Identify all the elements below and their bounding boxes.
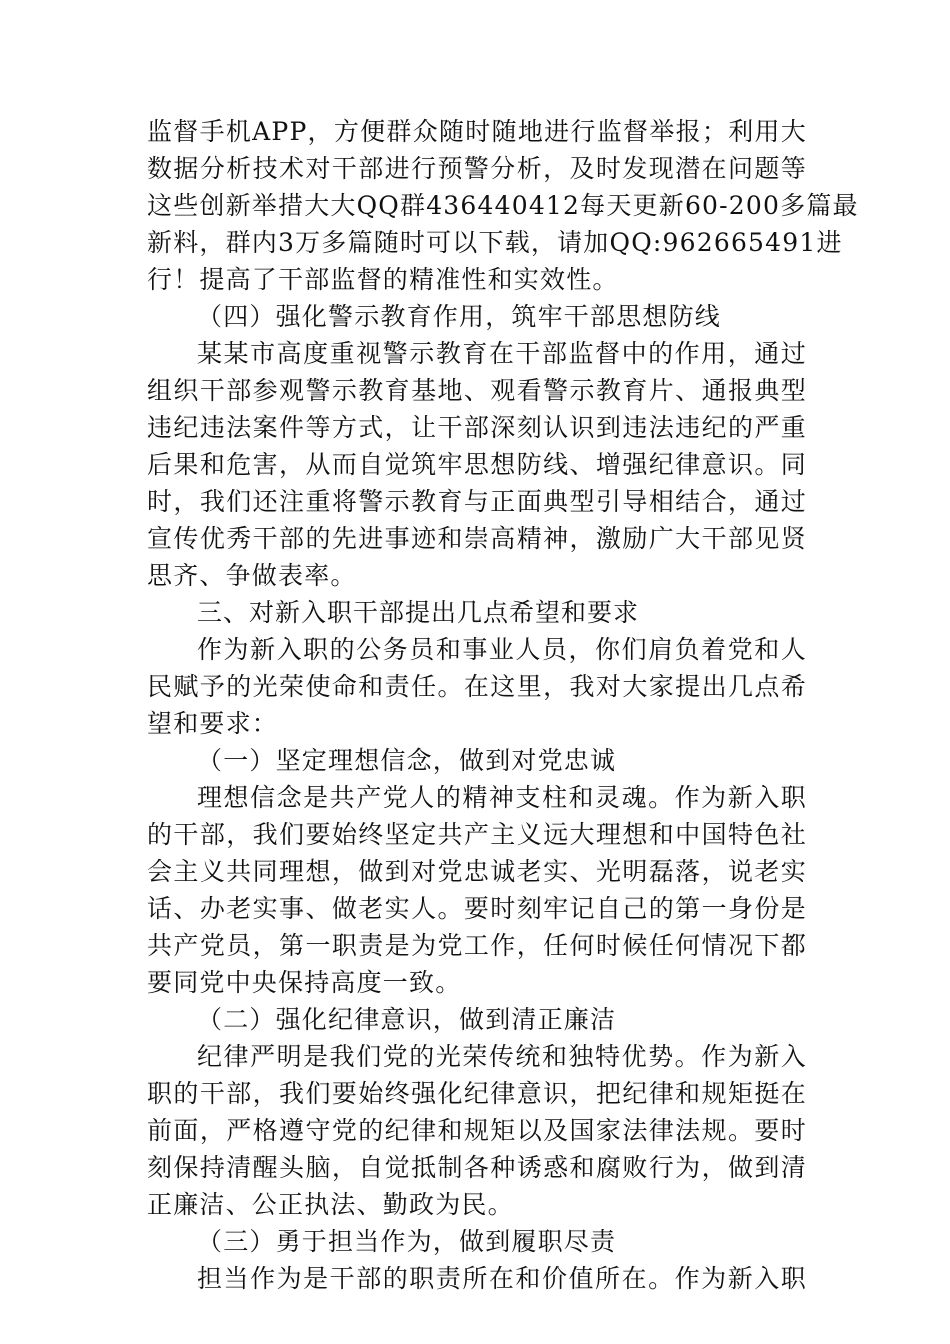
body-line: 监督手机APP，方便群众随时随地进行监督举报；利用大 bbox=[147, 117, 807, 146]
body-line: 会主义共同理想，做到对党忠诚老实、光明磊落，说老实 bbox=[147, 857, 807, 886]
body-line: 话、办老实事、做老实人。要时刻牢记自己的第一身份是 bbox=[147, 894, 807, 923]
body-line: 前面，严格遵守党的纪律和规矩以及国家法律法规。要时 bbox=[147, 1116, 807, 1145]
subheading: （一）坚定理想信念，做到对党忠诚 bbox=[197, 746, 617, 775]
body-line: 职的干部，我们要始终强化纪律意识，把纪律和规矩挺在 bbox=[147, 1079, 807, 1108]
body-line: 时，我们还注重将警示教育与正面典型引导相结合，通过 bbox=[147, 487, 807, 516]
body-line: 共产党员，第一职责是为党工作，任何时候任何情况下都 bbox=[147, 931, 807, 960]
subheading: （三）勇于担当作为，做到履职尽责 bbox=[197, 1227, 617, 1256]
body-line: 思齐、争做表率。 bbox=[147, 561, 357, 590]
body-line: 要同党中央保持高度一致。 bbox=[147, 968, 462, 997]
body-line: 理想信念是共产党人的精神支柱和灵魂。作为新入职 bbox=[197, 783, 807, 812]
body-line: 正廉洁、公正执法、勤政为民。 bbox=[147, 1190, 514, 1219]
body-line: 行！提高了干部监督的精准性和实效性。 bbox=[147, 265, 619, 294]
body-line: 的干部，我们要始终坚定共产主义远大理想和中国特色社 bbox=[147, 820, 807, 849]
body-line: 纪律严明是我们党的光荣传统和独特优势。作为新入 bbox=[197, 1042, 807, 1071]
subheading: （二）强化纪律意识，做到清正廉洁 bbox=[197, 1005, 617, 1034]
body-line: 宣传优秀干部的先进事迹和崇高精神，激励广大干部见贤 bbox=[147, 524, 807, 553]
body-line: 组织干部参观警示教育基地、观看警示教育片、通报典型 bbox=[147, 376, 807, 405]
body-line: 数据分析技术对干部进行预警分析，及时发现潜在问题等 bbox=[147, 154, 807, 183]
body-line: 民赋予的光荣使命和责任。在这里，我对大家提出几点希 bbox=[147, 672, 807, 701]
subheading: （四）强化警示教育作用，筑牢干部思想防线 bbox=[197, 302, 722, 331]
body-line: 作为新入职的公务员和事业人员，你们肩负着党和人 bbox=[197, 635, 807, 664]
body-line: 担当作为是干部的职责所在和价值所在。作为新入职 bbox=[197, 1264, 807, 1293]
body-line: 望和要求： bbox=[147, 709, 279, 738]
section-heading: 三、对新入职干部提出几点希望和要求 bbox=[197, 598, 640, 627]
body-line: 某某市高度重视警示教育在干部监督中的作用，通过 bbox=[197, 339, 807, 368]
body-line: 刻保持清醒头脑，自觉抵制各种诱惑和腐败行为，做到清 bbox=[147, 1153, 807, 1182]
body-line: 这些创新举措大大QQ群436440412每天更新60-200多篇最 bbox=[147, 191, 859, 220]
body-line: 新料，群内3万多篇随时可以下载，请加QQ:962665491进 bbox=[147, 228, 843, 257]
body-line: 违纪违法案件等方式，让干部深刻认识到违法违纪的严重 bbox=[147, 413, 807, 442]
body-line: 后果和危害，从而自觉筑牢思想防线、增强纪律意识。同 bbox=[147, 450, 807, 479]
